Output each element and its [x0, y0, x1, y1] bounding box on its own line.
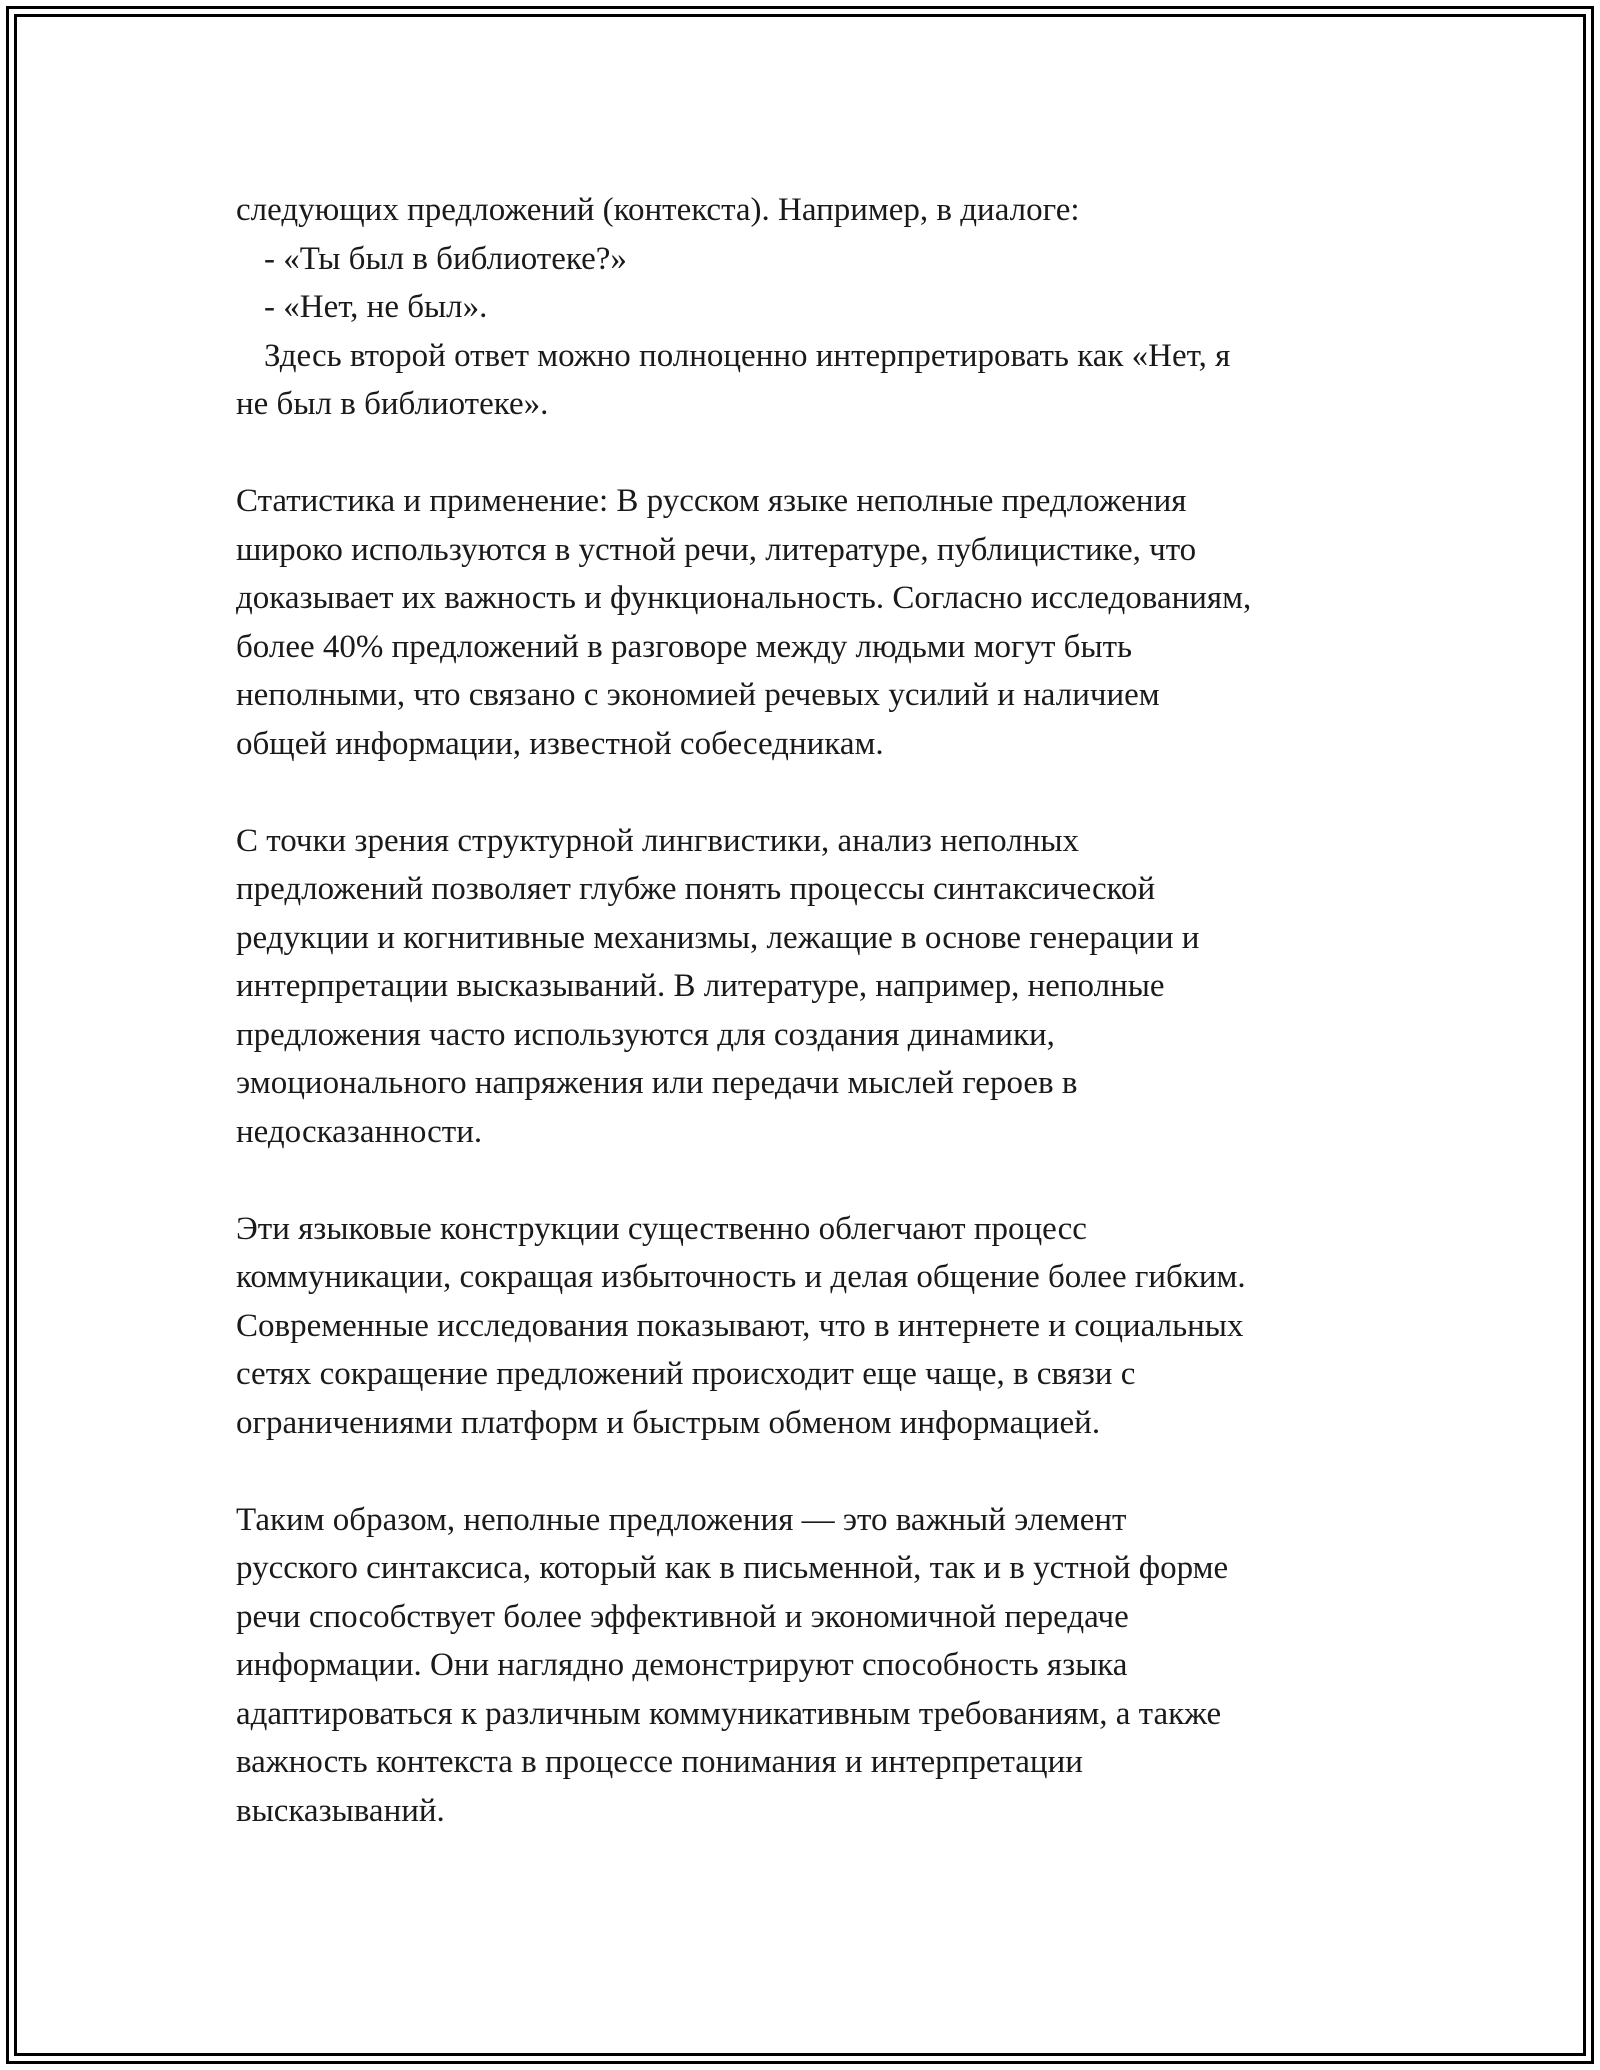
text-line: Статистика и применение: В русском языке неполные предложения	[236, 483, 1187, 519]
text-line: интерпретации высказываний. В литературе, например, неполные	[236, 968, 1165, 1004]
text-line: неполными, что связано с экономией речевых усилий и наличием	[236, 677, 1160, 713]
text-line: ограничениями платформ и быстрым обменом информацией.	[236, 1404, 1101, 1441]
text-line: широко используются в устной речи, литературе, публицистике, что	[236, 531, 1197, 568]
document-body	[236, 186, 1386, 1835]
paragraph-statistics	[236, 477, 1386, 768]
text-line: С точки зрения структурной лингвистики, анализ неполных	[236, 822, 1080, 859]
text-line: речи способствует более эффективной и экономичной передаче	[236, 1598, 1129, 1635]
text-line: не был в библиотеке».	[236, 386, 549, 422]
text-line: доказывает их важность и функциональность. Согласно исследованиям,	[236, 580, 1252, 616]
text-line: Современные исследования показывают, что в интернете и социальных	[236, 1307, 1244, 1344]
dialogue-line: - «Ты был в библиотеке?»	[264, 240, 627, 277]
text-line: редукции и когнитивные механизмы, лежащие в основе генерации и	[236, 919, 1200, 956]
text-line: предложений позволяет глубже понять процессы синтаксической	[236, 871, 1156, 907]
text-line: высказываний.	[236, 1792, 445, 1829]
text-line: сетях сокращение предложений происходит еще чаще, в связи с	[236, 1356, 1136, 1392]
text-line: недосказанности.	[236, 1113, 483, 1150]
text-line: общей информации, известной собеседникам.	[236, 725, 884, 762]
text-line: информации. Они наглядно демонстрируют способность языка	[236, 1647, 1128, 1683]
text-line: следующих предложений (контекста). Например, в диалоге:	[236, 192, 1080, 228]
text-line: важность контекста в процессе понимания и интерпретации	[236, 1744, 1083, 1780]
text-line: Таким образом, неполные предложения — это важный элемент	[236, 1501, 1127, 1538]
text-line: адаптироваться к различным коммуникативным требованиям, а также	[236, 1695, 1222, 1732]
text-line: Эти языковые конструкции существенно облегчают процесс	[236, 1210, 1087, 1247]
intro-paragraph	[236, 186, 1386, 429]
text-line: эмоционального напряжения или передачи мыслей героев в	[236, 1065, 1078, 1101]
paragraph-linguistics	[236, 817, 1386, 1157]
paragraph-conclusion	[236, 1496, 1386, 1836]
text-line: предложения часто используются для создания динамики,	[236, 1016, 1055, 1053]
text-line: русского синтаксиса, который как в письменной, так и в устной форме	[236, 1550, 1229, 1586]
text-line: более 40% предложений в разговоре между людьми могут быть	[236, 628, 1133, 665]
text-line: Здесь второй ответ можно полноценно интерпретировать как «Нет, я	[264, 337, 1231, 374]
dialogue-line: - «Нет, не был».	[264, 289, 488, 325]
paragraph-communication	[236, 1205, 1386, 1448]
text-line: коммуникации, сокращая избыточность и делая общение более гибким.	[236, 1259, 1246, 1295]
